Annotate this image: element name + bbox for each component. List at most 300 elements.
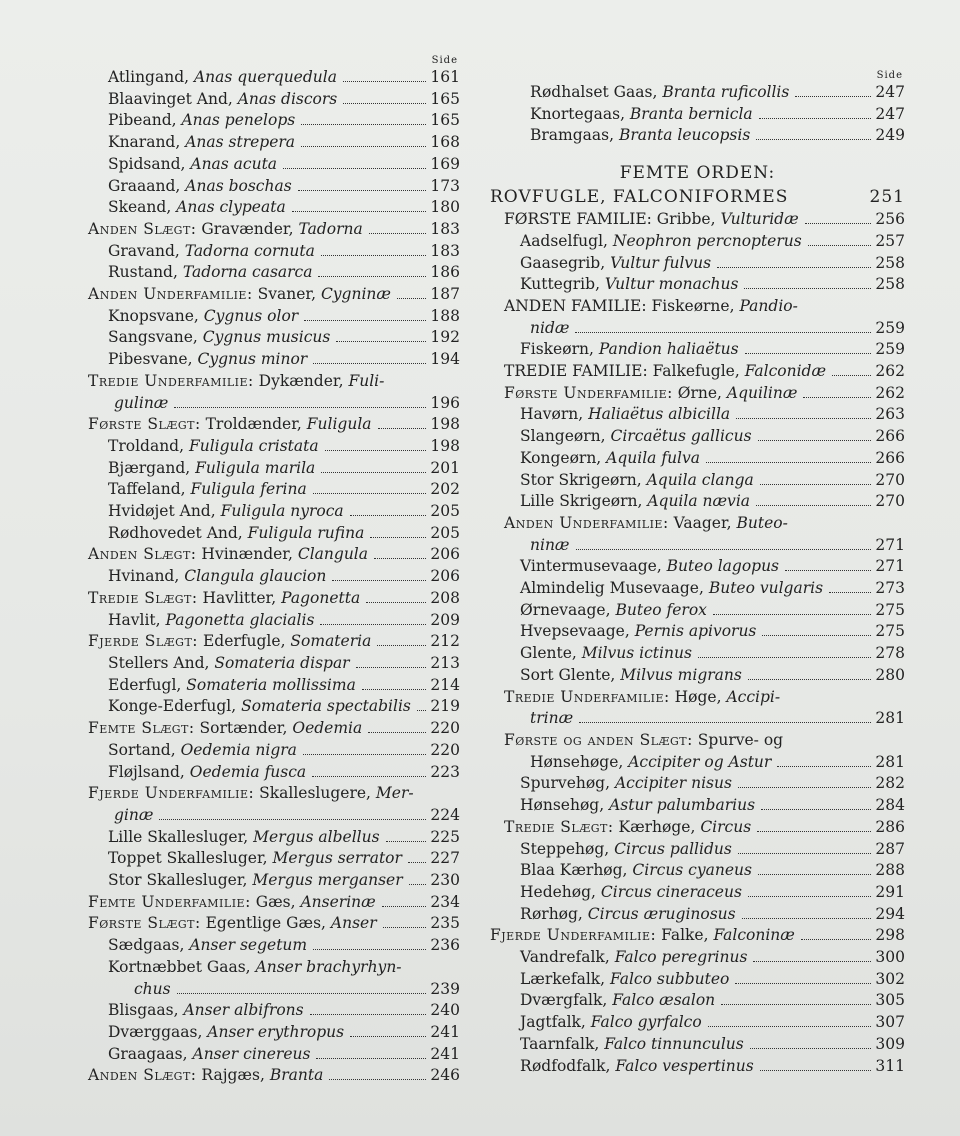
page-number: 183 (430, 219, 460, 238)
page-number: 198 (430, 436, 460, 455)
entry-text (88, 219, 363, 241)
index-entry (48, 783, 460, 805)
entry-common-name: TREDIE FAMILIE: Falkefugle, (504, 362, 745, 381)
entry-common-name: Rødfodfalk, (520, 1056, 616, 1075)
entry-common-name: Dykænder, (253, 371, 349, 390)
dot-leader (750, 1048, 872, 1049)
entry-latin-name: Aquilinæ (726, 383, 798, 402)
entry-latin-name: Anser albifrons (183, 1001, 304, 1020)
page-number: 284 (875, 796, 905, 815)
entry-latin-name: Aquila fulva (606, 448, 701, 467)
entry-latin-name: Falco peregrinus (614, 948, 748, 967)
entry-latin-name: Somateria spectabilis (241, 697, 411, 716)
entry-common-name: Hønsehøg, (520, 796, 610, 815)
entry-latin-name: Accipiter og Astur (628, 752, 772, 771)
dot-leader (760, 484, 872, 485)
index-entry (48, 740, 460, 762)
entry-text (530, 125, 750, 147)
dot-leader (576, 549, 872, 550)
page-number: 258 (875, 275, 905, 294)
entry-latin-name: Somateria dispar (214, 653, 350, 672)
entry-latin-name: Anas clypeata (176, 198, 286, 217)
index-entry (48, 1022, 460, 1044)
entry-rank: Første og anden Slægt: (504, 730, 693, 749)
dot-leader (777, 766, 871, 767)
entry-common-name: Rødhovedet And, (108, 523, 248, 542)
entry-latin-name: Vultur fulvus (610, 253, 712, 272)
entry-latin-name: Falco æsalon (612, 991, 716, 1010)
entry-latin-name: Tadorna casarca (182, 263, 313, 282)
page-number: 270 (875, 492, 905, 511)
page-number: 262 (875, 362, 905, 381)
dot-leader (805, 223, 872, 224)
entry-text (108, 653, 350, 675)
index-entry (48, 1065, 460, 1087)
dot-leader (369, 233, 427, 234)
dot-leader (756, 505, 871, 506)
entry-text (88, 1065, 323, 1087)
entry-text (108, 262, 312, 284)
page-number: 208 (430, 588, 460, 607)
entry-text (108, 740, 297, 762)
dot-leader (304, 320, 426, 321)
entry-common-name: Troldænder, (200, 415, 307, 434)
order-heading-line2 (490, 185, 905, 209)
page-number: 201 (430, 458, 460, 477)
dot-leader (343, 81, 426, 82)
index-entry (48, 675, 460, 697)
entry-text (520, 578, 823, 600)
index-entry (490, 1056, 905, 1078)
page-number: 302 (875, 969, 905, 988)
dot-leader (756, 139, 871, 140)
entry-text (504, 730, 783, 752)
index-entry (490, 125, 905, 147)
index-entry (48, 957, 460, 979)
entry-latin-name: Accipi- (726, 687, 781, 706)
entry-text (114, 393, 168, 415)
index-entry (490, 795, 905, 817)
entry-common-name: Atlingand, (108, 68, 194, 86)
entry-common-name: Pibesvane, (108, 350, 198, 369)
index-entry (48, 588, 460, 610)
dot-leader (397, 298, 426, 299)
entry-text (108, 327, 330, 349)
dot-leader (325, 450, 427, 451)
entry-text (520, 643, 692, 665)
entry-text (530, 708, 573, 730)
entry-latin-name: Accipiter nisus (614, 774, 732, 793)
page-number: 225 (430, 827, 460, 846)
page-number: 213 (430, 653, 460, 672)
entry-text (520, 621, 756, 643)
entry-common-name: Havørn, (520, 405, 589, 424)
entry-common-name: Hvepsevaage, (520, 622, 635, 641)
index-entry (48, 241, 460, 263)
entry-latin-name: Milvus ictinus (581, 644, 692, 663)
entry-latin-name: Anser cinereus (192, 1044, 311, 1063)
page-number: 196 (430, 393, 460, 412)
page-number: 206 (430, 545, 460, 564)
entry-common-name: Havlit, (108, 610, 166, 629)
entry-latin-name: Pandion haliaëtus (598, 340, 739, 359)
index-entry (490, 104, 905, 126)
index-entry (48, 219, 460, 241)
right-index-list (490, 209, 905, 1077)
index-entry (48, 696, 460, 718)
page-number: 220 (430, 719, 460, 738)
dot-leader (785, 570, 871, 571)
dot-leader (318, 276, 426, 277)
entry-text (530, 318, 569, 340)
entry-text (108, 675, 356, 697)
side-label: Side (431, 55, 458, 66)
entry-rank: Anden Underfamilie: (88, 285, 253, 304)
page-number: 194 (430, 350, 460, 369)
page-number: 183 (430, 241, 460, 260)
left-index-list (48, 67, 460, 1087)
index-entry (48, 479, 460, 501)
entry-common-name: Sangsvane, (108, 328, 203, 347)
entry-latin-name: Somateria mollissima (186, 675, 356, 694)
index-entry-continuation (490, 318, 905, 340)
page-number: 169 (430, 154, 460, 173)
entry-text (108, 523, 364, 545)
index-entry (48, 566, 460, 588)
page-number: 298 (875, 926, 905, 945)
entry-latin-name: Milvus migrans (620, 665, 742, 684)
entry-latin-name: Tadorna (298, 219, 363, 238)
page-number: 173 (430, 176, 460, 195)
page-number: 247 (875, 83, 905, 101)
index-entry (490, 339, 905, 361)
page-number: 202 (430, 480, 460, 499)
page-number: 259 (875, 318, 905, 337)
dot-leader (301, 146, 426, 147)
dot-leader (748, 679, 872, 680)
dot-leader (803, 397, 871, 398)
entry-latin-name: Clangula (297, 545, 369, 564)
entry-rank: Tredie Slægt: (504, 817, 614, 836)
entry-common-name: Lille Skallesluger, (108, 827, 254, 846)
entry-latin-name: Anas acuta (190, 154, 278, 173)
entry-latin-name: Cygninæ (320, 285, 391, 304)
entry-common-name: ANDEN FAMILIE: Fiskeørne, (504, 296, 740, 315)
entry-common-name: Stor Skallesluger, (108, 871, 253, 890)
page-number: 257 (875, 231, 905, 250)
entry-text (108, 306, 298, 328)
dot-leader (312, 776, 426, 777)
index-entry (490, 82, 905, 104)
dot-leader (313, 493, 427, 494)
entry-text (520, 665, 742, 687)
index-entry (48, 848, 460, 870)
entry-latin-name: Buteo- (736, 513, 788, 532)
side-label-right: Side (876, 70, 903, 81)
index-entry (490, 448, 905, 470)
entry-text (108, 827, 380, 849)
index-entry-continuation (490, 708, 905, 730)
entry-text (520, 1034, 744, 1056)
page-number: 227 (430, 849, 460, 868)
index-entry (48, 306, 460, 328)
page-number: 224 (430, 805, 460, 824)
entry-common-name: Hvinænder, (196, 545, 298, 564)
index-entry (490, 925, 905, 947)
order-heading-line1: FEMTE ORDEN: (619, 163, 776, 184)
entry-latin-name: Falconidæ (744, 362, 827, 381)
entry-latin-name: Anser segetum (189, 936, 308, 955)
page-number: 236 (430, 936, 460, 955)
index-entry (48, 913, 460, 935)
entry-latin-name: Circus cineraceus (600, 882, 742, 901)
page-number: 300 (875, 948, 905, 967)
index-entry (48, 132, 460, 154)
index-entry (48, 523, 460, 545)
entry-text (88, 892, 376, 914)
entry-common-name: Troldand, (108, 436, 189, 455)
entry-text (88, 718, 362, 740)
entry-text (108, 1000, 304, 1022)
entry-common-name: FØRSTE FAMILIE: Gribbe, (504, 210, 721, 229)
page-number: 234 (430, 892, 460, 911)
page-number: 275 (875, 622, 905, 641)
entry-text (520, 470, 754, 492)
entry-common-name: Aadselfugl, (520, 231, 613, 250)
entry-latin-name: Cygnus olor (203, 306, 299, 325)
entry-latin-name: Falco vespertinus (615, 1056, 754, 1075)
entry-text (504, 513, 788, 535)
entry-common-name: Dværggaas, (108, 1022, 208, 1041)
right-top-list (490, 82, 905, 147)
page-number: 266 (875, 427, 905, 446)
entry-text (520, 860, 752, 882)
page-number: 305 (875, 991, 905, 1010)
entry-text (520, 253, 711, 275)
entry-common-name: Gaasegrib, (520, 253, 611, 272)
dot-leader (301, 124, 426, 125)
entry-latin-name: Anser brachyrhyn- (255, 957, 402, 976)
entry-text (108, 436, 319, 458)
page-number: 246 (430, 1066, 460, 1085)
page-number: 165 (430, 89, 460, 108)
page-number: 214 (430, 675, 460, 694)
entry-latin-name: Oedemia fusca (189, 762, 307, 781)
index-entry (48, 197, 460, 219)
dot-leader (758, 874, 871, 875)
entry-latin-name: Oedemia nigra (180, 740, 297, 759)
index-entry (48, 501, 460, 523)
index-entry (48, 631, 460, 653)
entry-rank: Første Slægt: (88, 415, 201, 434)
entry-common-name: Graaand, (108, 176, 186, 195)
entry-text (520, 795, 755, 817)
entry-text (108, 458, 315, 480)
page-number: 205 (430, 502, 460, 521)
page-number: 259 (875, 340, 905, 359)
entry-latin-name: Falco tinnunculus (604, 1034, 744, 1053)
entry-text (504, 296, 798, 318)
entry-text (108, 479, 307, 501)
entry-text (108, 501, 344, 523)
entry-common-name: Taarnfalk, (520, 1034, 605, 1053)
entry-common-name: Vintermusevaage, (520, 557, 667, 576)
order-heading-page: 251 (869, 187, 905, 208)
entry-common-name: Blaa Kærhøg, (520, 861, 633, 880)
dot-leader (362, 689, 427, 690)
dot-leader (738, 787, 871, 788)
index-entry (48, 371, 460, 393)
entry-common-name: Kærhøge, (613, 817, 701, 836)
index-entry (48, 544, 460, 566)
entry-rank: Femte Underfamilie: (88, 892, 251, 911)
entry-common-name: Gravænder, (196, 219, 299, 238)
entry-common-name: Hedehøg, (520, 882, 601, 901)
dot-leader (575, 332, 871, 333)
entry-common-name: Gæs, (250, 892, 301, 911)
entry-text (504, 383, 797, 405)
entry-text (88, 588, 360, 610)
dot-leader (298, 190, 427, 191)
dot-leader (343, 103, 426, 104)
dot-leader (370, 537, 426, 538)
page-number: 230 (430, 871, 460, 890)
entry-rank: Anden Slægt: (88, 219, 197, 238)
index-entry (490, 426, 905, 448)
entry-latin-name: Anas discors (237, 89, 338, 108)
entry-latin-name: Fuligula rufina (247, 523, 365, 542)
dot-leader (303, 754, 427, 755)
entry-common-name: Slangeørn, (520, 427, 611, 446)
entry-text (108, 349, 307, 371)
entry-text (88, 783, 414, 805)
index-entry (490, 513, 905, 535)
entry-common-name: Spidsand, (108, 154, 191, 173)
entry-latin-name: Anser (330, 914, 377, 933)
page-number: 187 (430, 285, 460, 304)
entry-latin-name: Circaëtus gallicus (610, 427, 752, 446)
page-number: 240 (430, 1001, 460, 1020)
entry-latin-name: Anserinæ (300, 892, 376, 911)
entry-rank: Anden Slægt: (88, 1066, 197, 1085)
entry-text (88, 631, 371, 653)
dot-leader (753, 961, 871, 962)
entry-latin-name: gulinæ (114, 393, 169, 412)
index-entry (490, 556, 905, 578)
dot-leader (313, 363, 426, 364)
dot-leader (366, 602, 426, 603)
dot-leader (742, 918, 872, 919)
dot-leader (329, 1079, 426, 1080)
index-entry-continuation (48, 805, 460, 827)
entry-latin-name: ninæ (530, 535, 570, 554)
entry-common-name: Rustand, (108, 263, 183, 282)
entry-text (108, 197, 286, 219)
entry-text (108, 1022, 344, 1044)
dot-leader (708, 1026, 872, 1027)
page-number: 249 (875, 126, 905, 145)
index-entry (490, 274, 905, 296)
page-number: 168 (430, 133, 460, 152)
entry-text (520, 426, 752, 448)
entry-common-name: Stor Skrigeørn, (520, 470, 647, 489)
page-number: 271 (875, 557, 905, 576)
index-entry (48, 67, 460, 89)
dot-leader (738, 853, 872, 854)
page-number: 311 (875, 1056, 905, 1075)
page-number: 286 (875, 817, 905, 836)
entry-common-name: Jagtfalk, (520, 1013, 591, 1032)
entry-common-name: Rødhalset Gaas, (530, 83, 663, 101)
entry-latin-name: Neophron percnopterus (612, 231, 802, 250)
entry-common-name: Almindelig Musevaage, (520, 579, 709, 598)
entry-latin-name: Buteo lagopus (666, 557, 780, 576)
page-number: 294 (875, 904, 905, 923)
entry-latin-name: Aquila nævia (647, 492, 751, 511)
page-number: 220 (430, 740, 460, 759)
entry-latin-name: Clangula glaucion (184, 567, 327, 586)
entry-text (520, 839, 732, 861)
entry-common-name: Toppet Skallesluger, (108, 849, 273, 868)
index-entry (48, 458, 460, 480)
entry-latin-name: Branta leucopsis (618, 126, 751, 145)
entry-latin-name: Fuligula ferina (190, 480, 307, 499)
entry-latin-name: trinæ (530, 709, 574, 728)
entry-common-name: Egentlige Gæs, (200, 914, 331, 933)
index-entry (490, 839, 905, 861)
entry-common-name: Skeand, (108, 198, 177, 217)
dot-leader (795, 96, 871, 97)
entry-latin-name: Falconinæ (713, 926, 795, 945)
index-entry (490, 1034, 905, 1056)
entry-common-name: Vaager, (668, 513, 737, 532)
page-number: 209 (430, 610, 460, 629)
index-entry (48, 870, 460, 892)
index-entry (490, 882, 905, 904)
page-number: 275 (875, 600, 905, 619)
index-entry (490, 773, 905, 795)
entry-latin-name: Fuligula (306, 415, 372, 434)
page-number: 205 (430, 523, 460, 542)
entry-text (88, 544, 368, 566)
entry-latin-name: nidæ (530, 318, 570, 337)
entry-common-name: Gravand, (108, 241, 185, 260)
index-entry (48, 718, 460, 740)
entry-latin-name: Anser erythropus (207, 1022, 345, 1041)
index-entry (48, 110, 460, 132)
entry-text (520, 556, 779, 578)
entry-latin-name: Fuli- (348, 371, 385, 390)
dot-leader (760, 1070, 872, 1071)
index-entry-continuation (490, 752, 905, 774)
entry-rank: Første Underfamilie: (504, 383, 673, 402)
entry-latin-name: Circus (700, 817, 752, 836)
page-number: 270 (875, 470, 905, 489)
page-number: 212 (430, 632, 460, 651)
entry-rank: Tredie Underfamilie: (504, 687, 670, 706)
entry-latin-name: Circus pallidus (614, 839, 732, 858)
entry-latin-name: Branta bernicla (629, 104, 753, 123)
dot-leader (744, 288, 871, 289)
entry-latin-name: Fuligula nyroca (220, 502, 344, 521)
index-entry (490, 296, 905, 318)
page-number: 165 (430, 111, 460, 130)
entry-common-name: Steppehøg, (520, 839, 615, 858)
entry-common-name: Dværgfalk, (520, 991, 613, 1010)
index-entry (490, 491, 905, 513)
dot-leader (698, 657, 871, 658)
entry-text (114, 805, 153, 827)
